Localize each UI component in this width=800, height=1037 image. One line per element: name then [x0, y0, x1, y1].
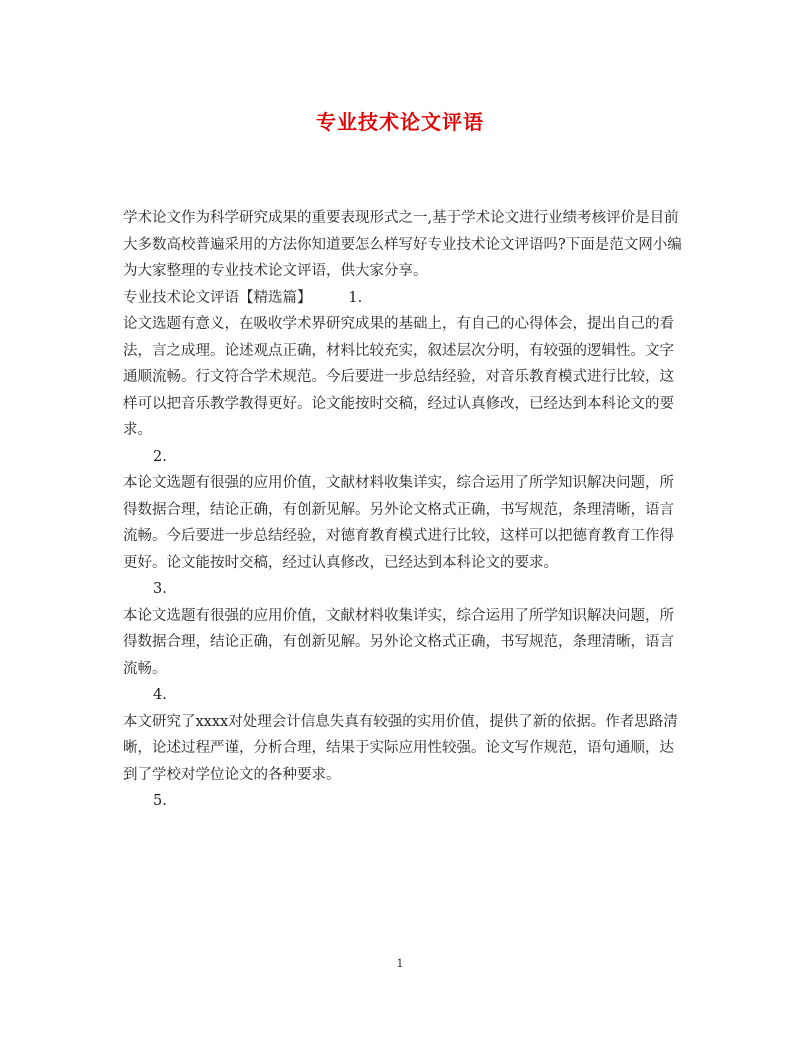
item-text-3: 本论文选题有很强的应用价值，文献材料收集详实，综合运用了所学知识解决问题，所得数据合理，结论正确，有创新见解。另外论文格式正确，书写规范，条理清晰，语言流畅。	[123, 607, 674, 677]
section-heading-line	[123, 285, 683, 312]
document-body	[123, 205, 683, 815]
page-number: 1	[396, 957, 404, 970]
item-number-1: 1.	[348, 289, 363, 306]
item-number-2: 2.	[153, 448, 167, 465]
item-text-1: 论文选题有意义，在吸收学术界研究成果的基础上，有自己的心得体会，提出自己的看法，言之成理。论述观点正确，材料比较充实，叙述层次分明，有较强的逻辑性。文字通顺流畅。行文符合学术规范。今后要进一步总结经验，对音乐教育模式进行比较，这样可以把音乐教学教得更好。论文能按时交稿，经过认真修改，已经达到本科论文的要求。	[123, 316, 674, 438]
intro-paragraph: 学术论文作为科学研究成果的重要表现形式之一,基于学术论文进行业绩考核评价是目前大多数高校普遍采用的方法你知道要怎么样写好专业技术论文评语吗?下面是范文网小编为大家整理的专业技术论文评语，供大家分享。	[123, 210, 682, 279]
item-number-3: 3.	[153, 581, 167, 597]
section-heading: 专业技术论文评语【精选篇】	[123, 289, 312, 306]
item-text-2: 本论文选题有很强的应用价值，文献材料收集详实，综合运用了所学知识解决问题，所得数据合理，结论正确，有创新见解。另外论文格式正确，书写规范，条理清晰，语言流畅。今后要进一步总结经验，对德育教育模式进行比较，这样可以把德育教育工作得更好。论文能按时交稿，经过认真修改，已经达到本科论文的要求。	[123, 475, 674, 571]
item-text-4: 本文研究了xxxx对处理会计信息失真有较强的实用价值，提供了新的依据。作者思路清晰，论述过程严谨，分析合理，结果于实际应用性较强。论文写作规范，语句通顺，达到了学校对学位论文的各种要求。	[123, 713, 678, 783]
item-number-5: 5.	[153, 793, 167, 809]
item-number-4: 4.	[153, 687, 167, 703]
document-title: 专业技术论文评语	[316, 110, 484, 134]
